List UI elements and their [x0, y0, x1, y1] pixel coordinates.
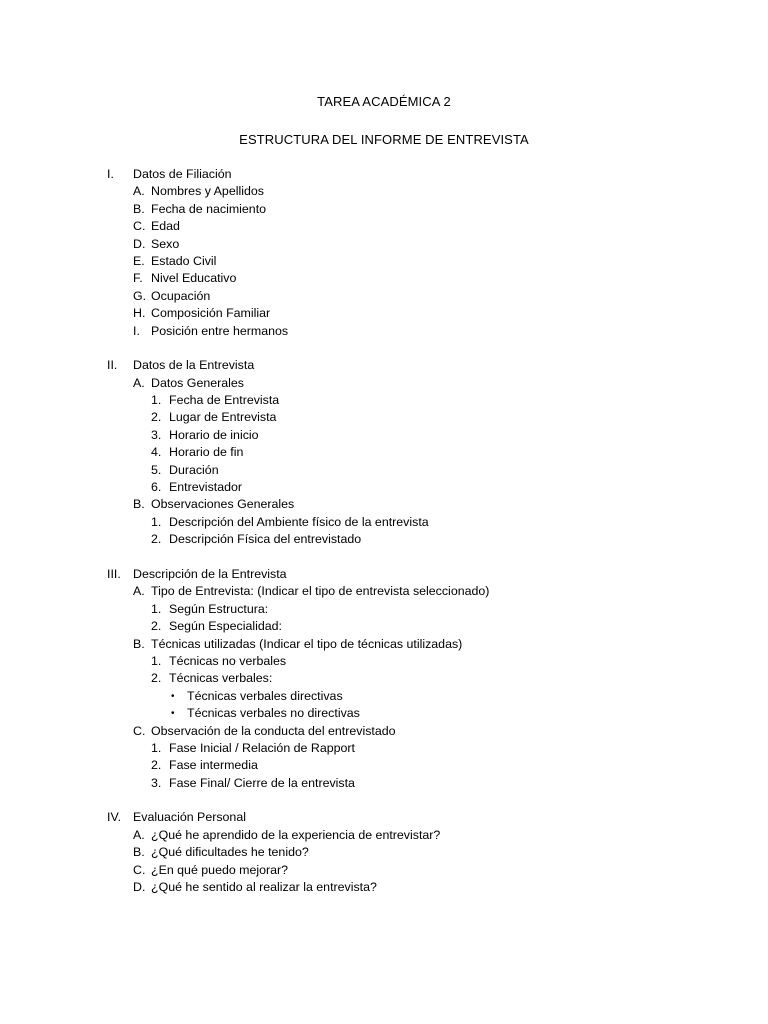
list-item-text: Estado Civil	[151, 253, 217, 268]
list-item-text: Lugar de Entrevista	[169, 410, 277, 425]
section-heading: Datos de Filiación	[133, 167, 232, 181]
outline-item	[107, 844, 667, 861]
list-marker: I.	[107, 167, 114, 181]
list-marker: 2.	[151, 532, 162, 547]
list-item-text: ¿Qué he aprendido de la experiencia de entrevistar?	[151, 827, 441, 842]
list-marker: 1.	[151, 601, 162, 616]
list-item-text: Tipo de Entrevista: (Indicar el tipo de entrevista seleccionado)	[151, 584, 490, 599]
outline-item	[107, 288, 667, 305]
list-item-text: Técnicas utilizadas (Indicar el tipo de técnicas utilizadas)	[151, 636, 463, 651]
list-marker: 2.	[151, 671, 162, 686]
outline-item	[107, 723, 667, 740]
list-item-text: Horario de inicio	[169, 427, 259, 442]
outline-item	[107, 253, 667, 270]
list-item-text: Composición Familiar	[151, 306, 271, 321]
list-item-text: Técnicas verbales no directivas	[187, 706, 360, 721]
list-marker: E.	[133, 253, 145, 268]
list-marker: I.	[133, 323, 140, 338]
outline-item	[107, 270, 667, 287]
list-marker: B.	[133, 636, 145, 651]
outline-item	[107, 462, 667, 479]
list-marker: 1.	[151, 514, 162, 529]
list-marker: B.	[133, 201, 145, 216]
section-heading: Datos de la Entrevista	[133, 358, 255, 373]
outline-item	[107, 514, 667, 531]
list-marker: G.	[133, 288, 147, 303]
list-item-text: Nombres y Apellidos	[151, 184, 264, 199]
list-item-text: Ocupación	[151, 288, 211, 303]
list-item-text: Observaciones Generales	[151, 497, 295, 512]
outline-item	[107, 323, 667, 340]
section-heading-row	[107, 357, 667, 374]
list-marker: 1.	[151, 393, 162, 408]
list-marker: II.	[107, 358, 118, 373]
outline-item	[107, 636, 667, 653]
section-heading: Descripción de la Entrevista	[133, 566, 287, 581]
list-marker: A.	[133, 827, 145, 842]
outline-item	[107, 496, 667, 513]
list-item-text: Nivel Educativo	[151, 271, 237, 286]
list-item-text: Fase Final/ Cierre de la entrevista	[169, 775, 355, 790]
outline-item	[107, 775, 667, 792]
list-marker: A.	[133, 375, 145, 390]
list-item-text: Fase Inicial / Relación de Rapport	[169, 740, 355, 755]
list-marker: 5.	[151, 462, 162, 477]
outline-item	[107, 740, 667, 757]
list-item-text: Entrevistador	[169, 480, 243, 495]
outline-item	[107, 827, 667, 844]
list-item-text: Fecha de nacimiento	[151, 201, 267, 216]
list-marker: C.	[133, 862, 146, 877]
outline-section	[107, 357, 667, 548]
outline-section	[107, 566, 667, 792]
list-item-text: Técnicas verbales directivas	[187, 688, 343, 703]
outline-item	[107, 218, 667, 235]
outline-item	[107, 879, 667, 896]
list-marker: III.	[107, 566, 121, 581]
list-item-text: Edad	[151, 219, 180, 234]
outline-section	[107, 809, 667, 896]
list-item-text: ¿Qué he sentido al realizar la entrevista?	[151, 880, 377, 895]
list-item-text: Descripción Física del entrevistado	[169, 532, 362, 547]
list-item-text: Según Estructura:	[169, 601, 269, 616]
outline-item	[107, 183, 667, 200]
list-marker: H.	[133, 306, 146, 321]
list-marker: A.	[133, 584, 145, 599]
list-marker: 1.	[151, 653, 162, 668]
list-item-text: Duración	[169, 462, 219, 477]
outline-item	[107, 670, 667, 687]
outline-item	[107, 444, 667, 461]
section-heading-row	[107, 166, 667, 183]
outline-item	[107, 375, 667, 392]
list-item-text: Datos Generales	[151, 375, 244, 390]
document-subtitle: ESTRUCTURA DEL INFORME DE ENTREVISTA	[239, 132, 529, 147]
outline-item	[107, 427, 667, 444]
list-item-text: Horario de fin	[169, 445, 244, 460]
bullet-marker: •	[171, 690, 175, 702]
list-item-text: Posición entre hermanos	[151, 323, 289, 338]
outline-item	[107, 305, 667, 322]
list-item-text: Observación de la conducta del entrevistado	[151, 723, 396, 738]
list-item-text: Fase intermedia	[169, 758, 258, 773]
list-marker: 1.	[151, 740, 162, 755]
bullet-marker: •	[171, 708, 175, 720]
outline-item	[107, 757, 667, 774]
outline-item	[107, 531, 667, 548]
outline-item	[107, 688, 667, 705]
list-marker: A.	[133, 184, 145, 199]
list-marker: 4.	[151, 445, 162, 460]
list-item-text: ¿En qué puedo mejorar?	[151, 862, 289, 877]
outline-item	[107, 653, 667, 670]
outline-item	[107, 705, 667, 722]
outline-item	[107, 236, 667, 253]
list-marker: D.	[133, 880, 146, 895]
list-marker: IV.	[107, 810, 122, 825]
outline	[107, 166, 667, 914]
list-item-text: Sexo	[151, 236, 180, 251]
list-marker: B.	[133, 497, 145, 512]
list-marker: 2.	[151, 410, 162, 425]
list-marker: 3.	[151, 427, 162, 442]
outline-item	[107, 601, 667, 618]
list-item-text: Según Especialidad:	[169, 619, 282, 634]
section-heading: Evaluación Personal	[133, 810, 246, 825]
list-marker: D.	[133, 236, 146, 251]
list-item-text: Descripción del Ambiente físico de la entrevista	[169, 514, 429, 529]
list-marker: B.	[133, 845, 145, 860]
outline-item	[107, 201, 667, 218]
document-title: TAREA ACADÉMICA 2	[317, 94, 451, 109]
list-marker: C.	[133, 723, 146, 738]
outline-item	[107, 409, 667, 426]
outline-item	[107, 479, 667, 496]
list-marker: 2.	[151, 619, 162, 634]
outline-item	[107, 862, 667, 879]
section-heading-row	[107, 566, 667, 583]
list-marker: 6.	[151, 480, 162, 495]
list-item-text: Técnicas no verbales	[169, 653, 287, 668]
section-heading-row	[107, 809, 667, 826]
list-item-text: ¿Qué dificultades he tenido?	[151, 845, 309, 860]
list-marker: 2.	[151, 758, 162, 773]
list-item-text: Fecha de Entrevista	[169, 393, 280, 408]
outline-item	[107, 583, 667, 600]
outline-item	[107, 392, 667, 409]
outline-section	[107, 166, 667, 340]
list-marker: F.	[133, 271, 143, 286]
list-marker: C.	[133, 219, 146, 234]
list-marker: 3.	[151, 775, 162, 790]
list-item-text: Técnicas verbales:	[169, 671, 273, 686]
outline-item	[107, 618, 667, 635]
